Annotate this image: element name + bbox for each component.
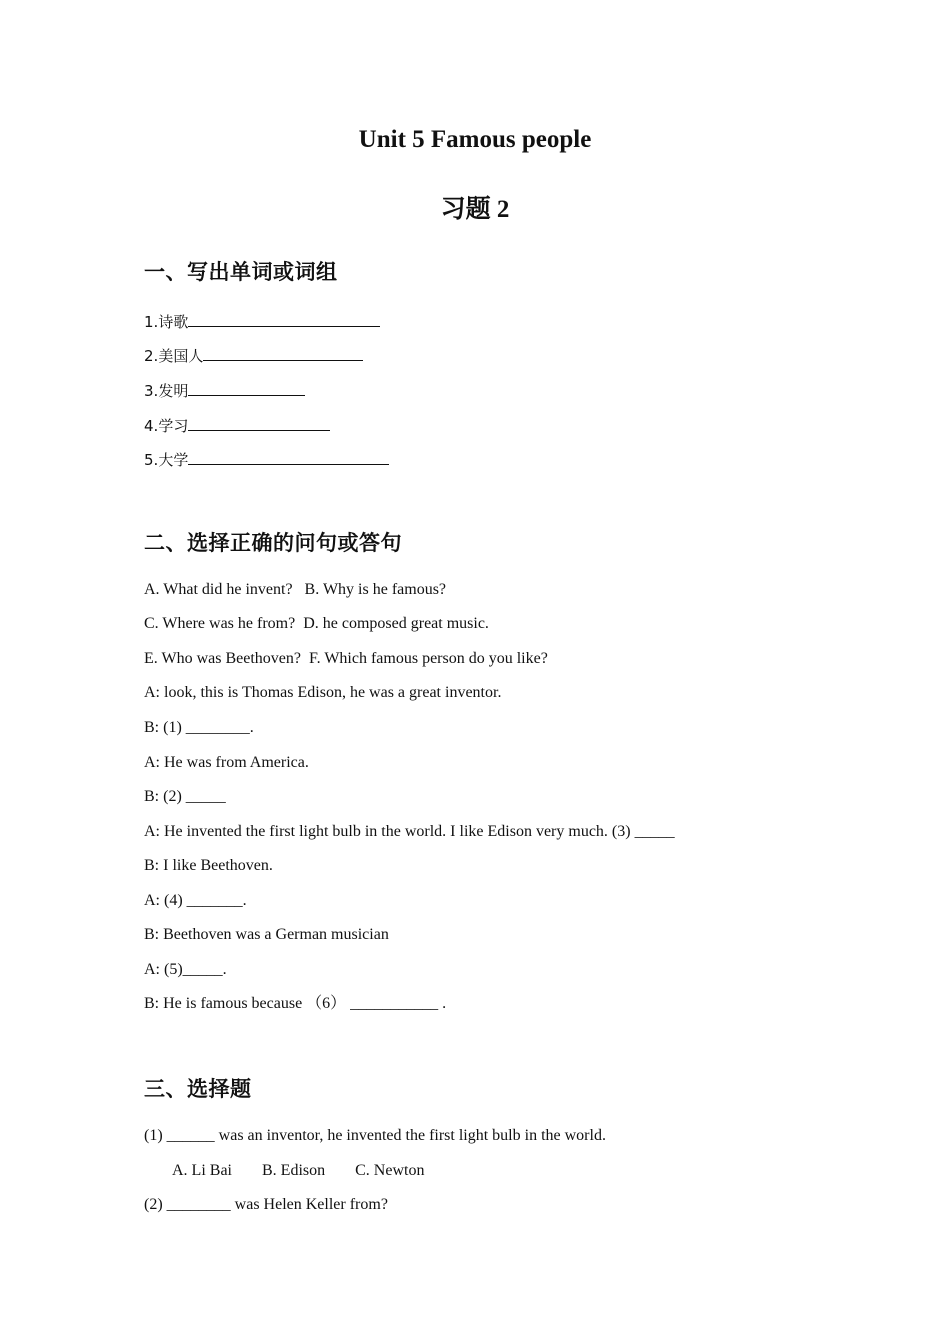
vocab-item-word: 发明 <box>158 382 189 400</box>
option-b[interactable]: B. Edison <box>262 1162 326 1179</box>
vocab-item-word: 诗歌 <box>158 313 189 331</box>
dialogue-line-2: B: (1) ________. <box>144 719 254 736</box>
answer-blank[interactable] <box>188 310 380 327</box>
vocab-item-5 <box>144 448 389 470</box>
dialogue-line-3: A: He was from America. <box>144 754 309 771</box>
answer-blank[interactable] <box>188 414 330 431</box>
vocab-item-1 <box>144 310 380 332</box>
document-subtitle: 习题 2 <box>440 196 510 223</box>
dialogue-line-1: A: look, this is Thomas Edison, he was a great inventor. <box>144 684 502 701</box>
vocab-item-2 <box>144 344 363 366</box>
dialogue-line-8: B: Beethoven was a German musician <box>144 926 389 943</box>
option-c[interactable]: C. Newton <box>355 1162 425 1179</box>
option-line-2: C. Where was he from? D. he composed great music. <box>144 615 489 632</box>
vocab-item-number: 2. <box>144 347 159 365</box>
option-a[interactable]: A. Li Bai <box>172 1162 232 1179</box>
vocab-item-3 <box>144 379 305 401</box>
answer-blank[interactable] <box>203 344 363 361</box>
section-3-heading: 三、选择题 <box>144 1077 252 1101</box>
document-title: Unit 5 Famous people <box>358 126 592 153</box>
dialogue-line-5: A: He invented the first light bulb in the world. I like Edison very much. (3) _____ <box>144 823 675 840</box>
vocab-item-word: 学习 <box>158 417 189 435</box>
dialogue-line-4: B: (2) _____ <box>144 788 226 805</box>
question-2: (2) ________ was Helen Keller from? <box>144 1196 388 1213</box>
option-line-3: E. Who was Beethoven? F. Which famous person do you like? <box>144 650 548 667</box>
answer-blank[interactable] <box>188 379 305 396</box>
vocab-item-number: 3. <box>144 382 159 400</box>
dialogue-line-7: A: (4) _______. <box>144 892 247 909</box>
question-1-options <box>172 1161 454 1181</box>
dialogue-line-9: A: (5)_____. <box>144 961 227 978</box>
option-line-1: A. What did he invent? B. Why is he famous? <box>144 581 447 598</box>
answer-blank[interactable] <box>188 448 389 465</box>
vocab-item-4 <box>144 414 330 436</box>
dialogue-line-6: B: I like Beethoven. <box>144 857 273 874</box>
question-1: (1) ______ was an inventor, he invented the first light bulb in the world. <box>144 1127 606 1144</box>
vocab-item-number: 4. <box>144 417 159 435</box>
vocab-item-word: 大学 <box>158 451 189 469</box>
vocab-item-number: 1. <box>144 313 159 331</box>
section-1-heading: 一、写出单词或词组 <box>144 260 338 284</box>
vocab-item-number: 5. <box>144 451 159 469</box>
dialogue-line-10: B: He is famous because （6） ___________ . <box>144 995 447 1012</box>
section-2-heading: 二、选择正确的问句或答句 <box>144 531 402 555</box>
vocab-item-word: 美国人 <box>158 347 204 365</box>
